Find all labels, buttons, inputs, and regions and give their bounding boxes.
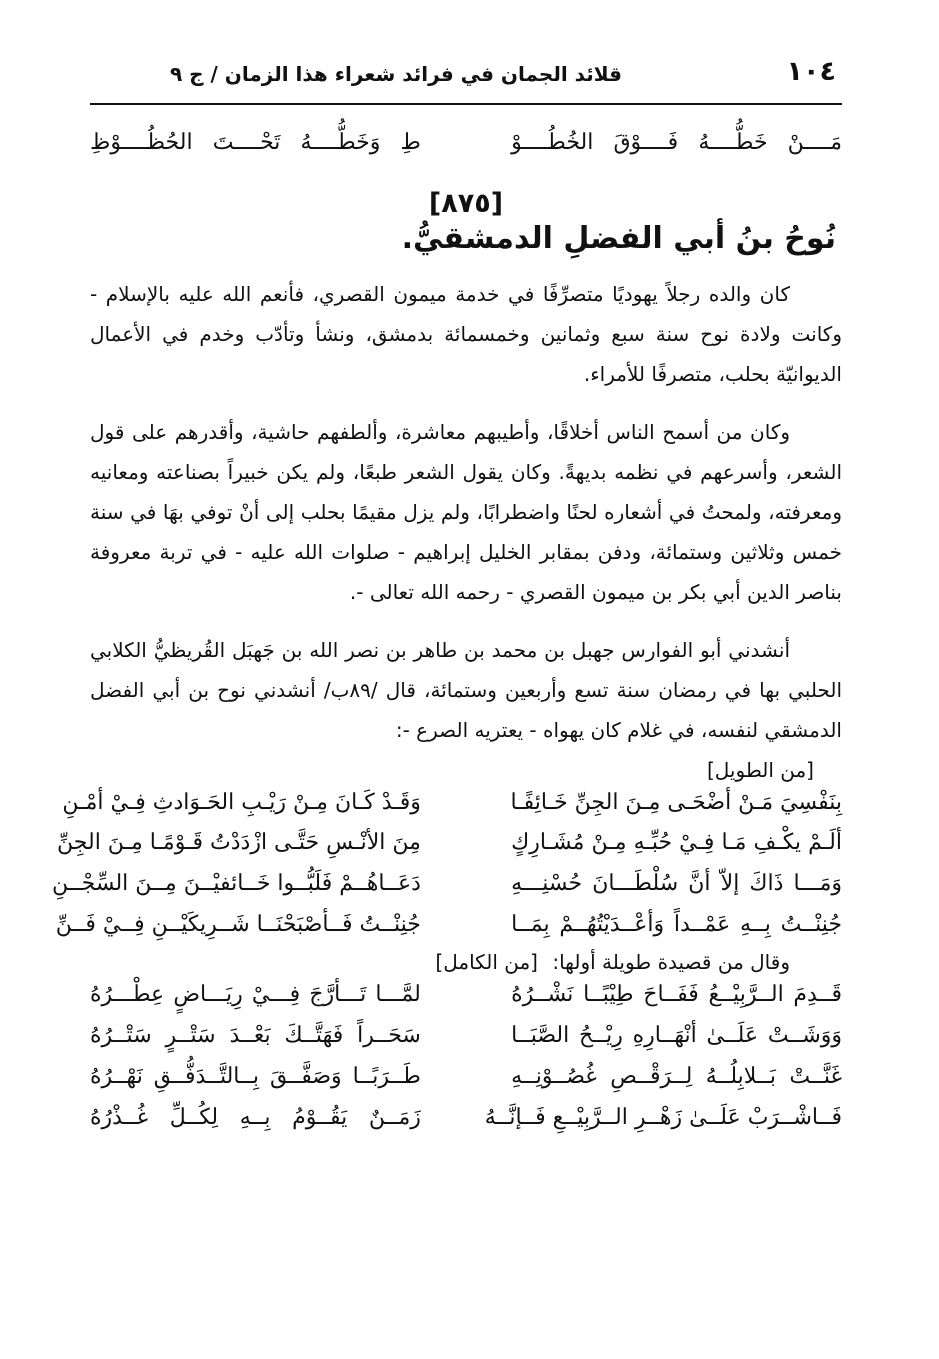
first-hemistich: فَــاشْــرَبْ عَلَــىٰ زَهْــرِ الــرَّبِيْــعِ فَــإنَّــهُ [484,1104,842,1130]
entry-heading: نُوحُ بنُ أبي الفضلِ الدمشقيُّ. [401,220,836,256]
header-rule [90,103,842,105]
verse-row [52,869,842,899]
paragraph: أنشدني أبو الفوارس جهبل بن محمد بن طاهر بن نصر الله بن جَهبَل القُريظيُّ الكلابي الحلبي بها في رمضان سنة تسع وأربعين وستمائة، قال /٨٩ب/ أنشدني نوح بن أبي الفضل الدمشقي لنفسه، في غلام كان يهواه - يعتريه الصرع -: [90,637,842,742]
second-hemistich: دَعَــاهُــمْ فَلَبُّــوا خَــائفيْــنَ مِــنَ السِّجْــنِ [52,871,421,897]
page-number: ١٠٤ [786,56,836,87]
first-hemistich: قَــدِمَ الــرَّبِيْــعُ فَفَــاحَ طِيْبًــا نَشْــرُهُ [511,982,842,1008]
second-hemistich: جُنِنْــتُ فَــأصْبَحْنَــا شَــرِيكَيْــنِ فِــيْ فَــنِّ [55,911,421,937]
verse-row [90,1103,842,1133]
verse-row [90,1062,842,1092]
second-hemistich: وَقَـدْ كَـانَ مِـنْ رَيْـبِ الحَـوَادثِ فِـيْ أمْـنِ [62,789,421,815]
second-hemistich: سَحَــراً فَهَتَّــكَ بَعْــدَ سَتْــرٍ سَتْــرُهُ [90,1023,421,1049]
first-hemistich: بِنَفْسِيَ مَـنْ أضْحَـى مِـنَ الجِنِّ خَـائِفًـا [510,789,842,815]
paragraph: وكان من أسمح الناس أخلاقًا، وأطيبهم معاشرة، وألطفهم حاشية، وأقدرهم على قول الشعر، وأسرعهم في نظمه بديهةً. وكان يقول الشعر طبعًا، ولم يكن خبيراً بصناعته ومعانيه ومعرفته، ولمحتُ في أشعاره لحنًا واضطرابًا، ولم يزل مقيمًا بحلب إلى أنْ توفي بهَا في سنة خمس وثلاثين وستمائة، ودفن بمقابر الخليل إبراهيم - صلوات الله عليه - في تربة معروفة بناصر الدين أبي بكر بن ميمون القصري - رحمه الله تعالى -. [90,419,842,604]
second-hemistich: زَمَــنٌ يَقُــوْمُ بِــهِ لِكُــلِّ غُــذْرُهُ [90,1104,421,1130]
book-page [52,50,842,1143]
first-hemistich: وَوَشَــتْ عَلَــىٰ أنْهَــارِهِ رِيْــحُ الصَّبَــا [511,1023,842,1049]
first-hemistich: ألَـمْ يكْـفِ مَـا فِـيْ حُبِّـهِ مِـنْ مُشَـارِكٍ [511,830,842,856]
paragraph: كان والده رجلاً يهوديًا متصرِّفًا في خدمة ميمون القصري، فأنعم الله عليه بالإسلام - وكانت ولادة نوح سنة سبع وثمانين وخمسمائة بدمشق، ونشأ وتأدّب وخدم في الأعمال الديوانيّة بحلب، متصرفًا للأمراء. [90,281,842,386]
first-hemistich: جُنِنْــتُ بِــهِ عَمْــداً وَأعْــدَيْتُهُــمْ بِمَــا [511,911,842,937]
second-hemistich: طَــرَبًــا وَصَفَّــقَ بِــالتَّــدَفُّــقِ نَهْــرُهُ [90,1063,421,1089]
verse-row [90,980,842,1010]
running-title: قلائد الجمان في فرائد شعراء هذا الزمان / ج ٩ [169,62,622,86]
meter-label: [من الكامل] [435,950,538,975]
meter-label: [من الطويل] [706,757,814,782]
verse-row [90,128,842,158]
poem-intro-text: وقال من قصيدة طويلة أولها: [552,950,790,975]
verse-row [57,828,842,858]
second-hemistich: طِ وَخَطُّــــهُ تَحْــــتَ الحُظُــــوْظِ [90,130,421,155]
poem [52,788,842,940]
verse-row [62,788,842,818]
poem-intro [90,950,790,974]
first-hemistich: وَمَـــا ذَاكَ إلاّ أنَّ سُلْطَـــانَ حُسْنِـــهِ [511,871,842,897]
verse-row [55,910,842,940]
page-header [90,50,842,100]
first-hemistich: غَنَّــتْ بَــلابِلُــهُ لِــرَقْــصِ غُصُــوْنِــهِ [511,1063,842,1089]
entry-number: [٨٧٥] [428,187,504,219]
poem [90,980,842,1132]
second-hemistich: لمَّـــا تَـــأرَّجَ فِـــيْ رِيَـــاضٍ عِطْـــرُهُ [90,982,421,1008]
first-hemistich: مَــــنْ خَطُّــــهُ فَــــوْقَ الخُطُــــوْ [511,130,842,155]
verse-row [90,1021,842,1051]
second-hemistich: مِنَ الأنْـسِ حَتَّـى ازْدَدْتُ قَـوْمًـا مِـنَ الجِنِّ [57,830,421,856]
